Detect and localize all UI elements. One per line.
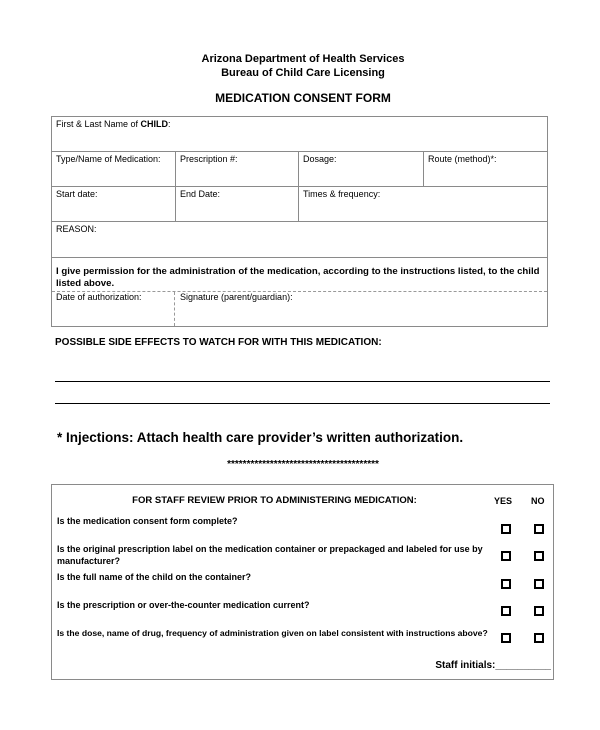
bureau-name: Bureau of Child Care Licensing [221, 67, 385, 79]
child-name-field[interactable] [51, 116, 548, 152]
medication-name-label: Type/Name of Medication: [56, 154, 161, 164]
start-date-label: Start date: [56, 189, 98, 199]
child-name-label-bold: CHILD [140, 119, 169, 129]
end-date-field[interactable] [175, 186, 299, 222]
no-checkbox-3[interactable] [534, 579, 544, 589]
medication-name-field[interactable] [51, 151, 176, 187]
no-checkbox-5[interactable] [534, 633, 544, 643]
staff-initials-field[interactable]: Staff initials:__________ [435, 660, 551, 671]
review-question: Is the dose, name of drug, frequency of administration given on label consistent with instructions above? [57, 628, 488, 638]
yes-checkbox-2[interactable] [501, 551, 511, 561]
child-name-label-suffix: : [168, 119, 171, 129]
yes-checkbox-1[interactable] [501, 524, 511, 534]
end-date-label: End Date: [180, 189, 221, 199]
side-effects-heading: POSSIBLE SIDE EFFECTS TO WATCH FOR WITH THIS MEDICATION: [55, 337, 382, 348]
start-date-field[interactable] [51, 186, 176, 222]
reason-field[interactable] [51, 221, 548, 258]
review-question: Is the full name of the child on the container? [57, 572, 252, 582]
prescription-label: Prescription #: [180, 154, 238, 164]
side-effects-line-2[interactable] [55, 403, 550, 404]
prescription-number-field[interactable] [175, 151, 299, 187]
no-checkbox-2[interactable] [534, 551, 544, 561]
no-column-header: NO [531, 496, 545, 506]
date-of-authorization-field[interactable] [52, 292, 175, 326]
no-checkbox-4[interactable] [534, 606, 544, 616]
times-frequency-field[interactable] [298, 186, 548, 222]
dosage-field[interactable] [298, 151, 424, 187]
permission-statement: I give permission for the administration of the medication, according to the instructions listed, to the child listed above. [56, 266, 540, 289]
reason-label: REASON: [56, 224, 97, 234]
dosage-label: Dosage: [303, 154, 337, 164]
agency-name: Arizona Department of Health Services [201, 53, 405, 65]
date-of-authorization-label: Date of authorization: [56, 292, 142, 302]
signature-field[interactable] [176, 292, 547, 326]
child-name-label: First & Last Name of [56, 119, 141, 129]
side-effects-line-1[interactable] [55, 381, 550, 382]
no-checkbox-1[interactable] [534, 524, 544, 534]
staff-review-heading: FOR STAFF REVIEW PRIOR TO ADMINISTERING MEDICATION: [132, 495, 417, 506]
signature-label: Signature (parent/guardian): [180, 292, 293, 302]
yes-checkbox-4[interactable] [501, 606, 511, 616]
times-frequency-label: Times & frequency: [303, 189, 381, 199]
review-question: Is the medication consent form complete? [57, 516, 238, 526]
authorization-section [51, 257, 548, 327]
review-question: Is the original prescription label on the medication container or prepackaged and labeled for use by manufacturer? [57, 544, 483, 566]
injections-note: * Injections: Attach health care provider’s written authorization. [57, 430, 464, 445]
form-title: MEDICATION CONSENT FORM [215, 91, 391, 105]
yes-column-header: YES [494, 496, 513, 506]
review-question: Is the prescription or over-the-counter medication current? [57, 600, 310, 610]
yes-checkbox-3[interactable] [501, 579, 511, 589]
route-label: Route (method)*: [428, 154, 497, 164]
route-field[interactable] [423, 151, 548, 187]
yes-checkbox-5[interactable] [501, 633, 511, 643]
separator-stars: *************************************** [227, 459, 379, 470]
